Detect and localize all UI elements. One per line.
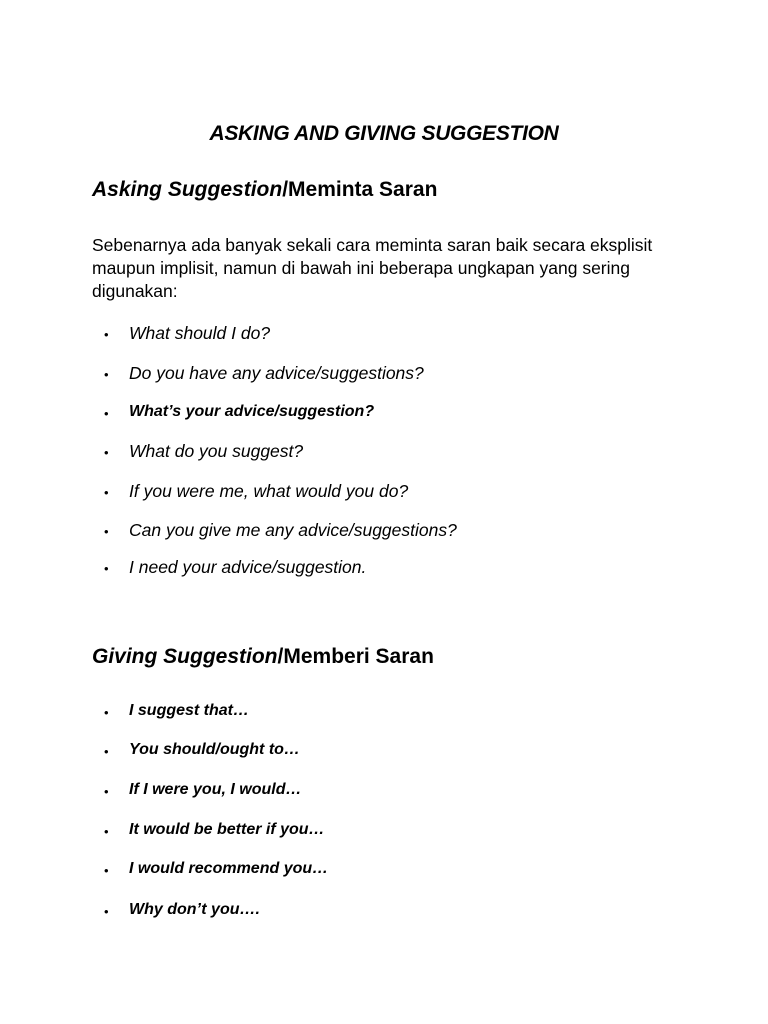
giving-heading-indonesian: /Memberi Saran [277, 645, 434, 668]
giving-item-text: I would recommend you… [129, 860, 329, 877]
bullet-icon: • [104, 524, 109, 539]
bullet-icon: • [104, 445, 109, 460]
giving-item-text: If I were you, I would… [129, 781, 302, 798]
giving-item-text: You should/ought to… [129, 741, 300, 758]
bullet-icon: • [104, 824, 109, 839]
asking-item-text: Do you have any advice/suggestions? [129, 363, 424, 383]
bullet-icon: • [104, 784, 109, 799]
giving-item-text: I suggest that… [129, 702, 250, 719]
asking-item-text: What’s your advice/suggestion? [129, 403, 375, 420]
bullet-icon: • [104, 744, 109, 759]
bullet-icon: • [104, 485, 109, 500]
asking-heading-indonesian: /Meminta Saran [282, 178, 438, 201]
bullet-icon: • [104, 705, 109, 720]
asking-item-text: What should I do? [129, 323, 271, 343]
bullet-icon: • [104, 561, 109, 576]
asking-intro-paragraph: Sebenarnya ada banyak sekali cara meminta saran baik secara eksplisit maupun implisit, namun di bawah ini beberapa ungkapan yang sering digunakan: [92, 235, 653, 301]
giving-suggestion-heading [92, 645, 434, 669]
giving-item-text: It would be better if you… [129, 821, 325, 838]
document-title: ASKING AND GIVING SUGGESTION [209, 122, 559, 145]
giving-heading-english: Giving Suggestion [92, 645, 278, 668]
asking-heading-english: Asking Suggestion [92, 178, 283, 201]
asking-item-text: What do you suggest? [129, 441, 304, 461]
bullet-icon: • [104, 406, 109, 421]
asking-item-text: I need your advice/suggestion. [129, 557, 367, 577]
asking-item-text: Can you give me any advice/suggestions? [129, 520, 457, 540]
giving-item-text: Why don’t you…. [129, 901, 260, 918]
bullet-icon: • [104, 904, 109, 919]
asking-item-text: If you were me, what would you do? [129, 481, 409, 501]
bullet-icon: • [104, 863, 109, 878]
bullet-icon: • [104, 367, 109, 382]
asking-suggestion-heading [92, 178, 437, 202]
bullet-icon: • [104, 327, 109, 342]
